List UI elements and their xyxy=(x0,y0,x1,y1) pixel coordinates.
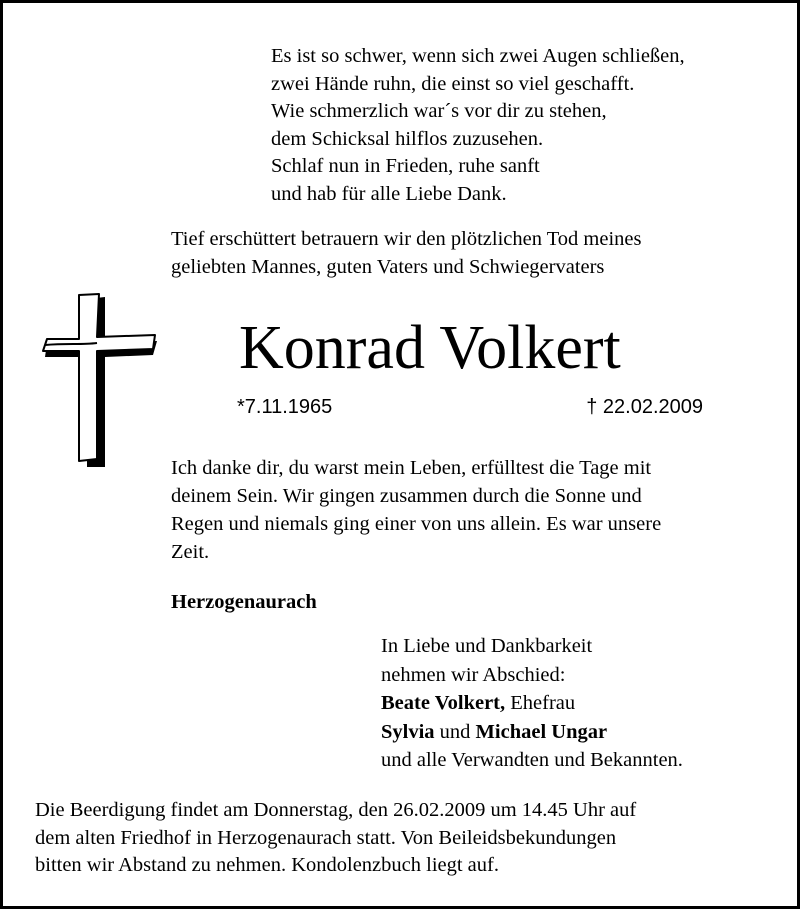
intro-line: geliebten Mannes, guten Vaters und Schwiegervaters xyxy=(171,256,605,278)
death-date: † 22.02.2009 xyxy=(586,396,703,418)
funeral-line: Die Beerdigung findet am Donnerstag, den 26.02.2009 um 14.45 Uhr auf xyxy=(35,799,637,821)
poem-line: und hab für alle Liebe Dank. xyxy=(271,182,507,205)
poem-line: Schlaf nun in Frieden, ruhe sanft xyxy=(271,155,540,177)
son-in-law-name: Michael Ungar xyxy=(475,720,608,743)
and-word: und xyxy=(434,720,476,743)
mourner-children xyxy=(381,718,683,747)
mourners-list xyxy=(381,632,683,775)
daughter-name: Sylvia xyxy=(381,720,435,743)
farewell-line: Regen und niemals ging einer von uns allein. Es war unsere xyxy=(171,513,662,535)
funeral-line: bitten wir Abstand zu nehmen. Kondolenzbuch liegt auf. xyxy=(35,854,499,876)
poem-line: Wie schmerzlich war´s vor dir zu stehen, xyxy=(271,100,607,122)
wife-name: Beate Volkert, xyxy=(381,692,506,714)
deceased-name: Konrad Volkert xyxy=(239,314,621,382)
poem-line: zwei Hände ruhn, die einst so viel geschafft. xyxy=(271,72,635,95)
funeral-line: dem alten Friedhof in Herzogenaurach statt. Von Beileidsbekundungen xyxy=(35,826,617,849)
cross-icon xyxy=(37,293,161,469)
farewell-line: deinem Sein. Wir gingen zusammen durch die Sonne und xyxy=(171,485,642,507)
farewell-line: Ich danke dir, du warst mein Leben, erfülltest die Tage mit xyxy=(171,457,652,479)
mourners-line: nehmen wir Abschied: xyxy=(381,663,566,686)
mourners-closing: und alle Verwandten und Bekannten. xyxy=(381,749,683,771)
intro-line: Tief erschüttert betrauern wir den plötzlichen Tod meines xyxy=(171,228,642,250)
farewell-line: Zeit. xyxy=(171,541,210,563)
poem-line: Es ist so schwer, wenn sich zwei Augen schließen, xyxy=(271,45,685,67)
poem-line: dem Schicksal hilflos zuzusehen. xyxy=(271,127,544,150)
wife-role: Ehefrau xyxy=(505,692,576,714)
life-dates xyxy=(237,394,703,420)
mourner-wife xyxy=(381,689,683,718)
poem xyxy=(271,43,685,208)
birth-date: *7.11.1965 xyxy=(237,396,333,418)
announcement-intro xyxy=(171,225,642,281)
place-name: Herzogenaurach xyxy=(171,591,317,613)
funeral-details xyxy=(35,797,636,880)
farewell-text xyxy=(171,454,661,566)
mourners-line: In Liebe und Dankbarkeit xyxy=(381,635,593,657)
